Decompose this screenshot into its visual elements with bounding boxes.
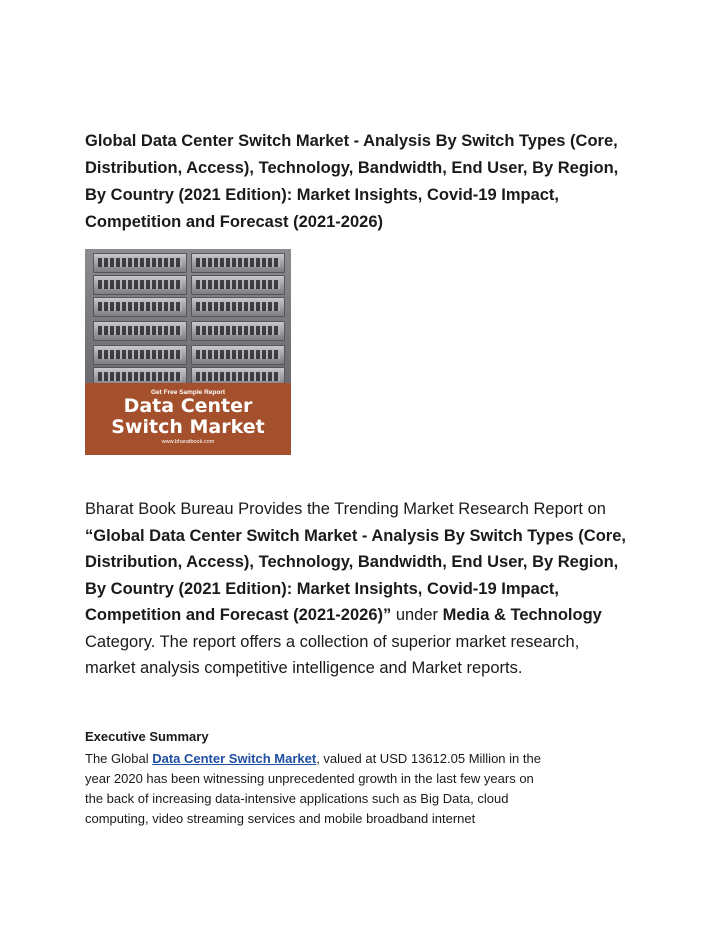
cover-banner [85,383,291,455]
intro-bold-line: “Global Data Center Switch Market - Analysis By Switch Types (Core, [85,526,626,545]
executive-summary-body [85,749,645,829]
summary-suffix: , valued at USD 13612.05 Million in the [316,751,541,766]
summary-prefix: The Global [85,751,153,766]
switch-unit [93,345,187,365]
summary-line: the back of increasing data-intensive applications such as Big Data, cloud [85,791,509,806]
switch-unit [191,275,285,295]
category-name: Media & Technology [442,606,602,624]
title-line: Global Data Center Switch Market - Analysis By Switch Types (Core, [85,132,618,150]
summary-line [85,749,645,769]
intro-line: Bharat Book Bureau Provides the Trending Market Research Report on [85,500,606,518]
switch-unit [93,321,187,341]
title-line: Competition and Forecast (2021-2026) [85,213,383,231]
market-report-link[interactable]: Data Center Switch Market [152,751,317,766]
intro-line: Category. The report offers a collection of superior market research, [85,632,580,651]
summary-line: year 2020 has been witnessing unprecedented growth in the last few years on [85,771,534,786]
intro-bold-line: Distribution, Access), Technology, Bandwidth, End User, By Region, [85,553,619,571]
report-title [85,128,645,236]
cover-title-line1: Data Center [123,395,253,417]
cover-title-line2: Switch Market [111,416,265,438]
switch-unit [191,297,285,317]
switch-unit [191,321,285,341]
summary-line: computing, video streaming services and mobile broadband internet [85,811,476,826]
intro-under-text: under [391,606,443,624]
intro-bold-segment: Competition and Forecast (2021-2026)” [85,606,392,624]
switch-rack-photo [85,249,291,389]
executive-summary-heading: Executive Summary [85,729,209,744]
title-line: Distribution, Access), Technology, Bandwidth, End User, By Region, [85,159,619,177]
intro-paragraph [85,496,645,682]
switch-unit [191,345,285,365]
sample-report-label: Get Free Sample Report [150,389,226,396]
intro-line [85,602,645,629]
intro-bold-line: By Country (2021 Edition): Market Insights, Covid-19 Impact, [85,579,559,598]
cover-url: www.bharatbook.com [161,439,215,445]
report-cover-image[interactable] [85,249,291,455]
switch-unit [191,253,285,273]
intro-line: market analysis competitive intelligence and Market reports. [85,659,523,677]
switch-unit [93,275,187,295]
switch-unit [93,297,187,317]
title-line: By Country (2021 Edition): Market Insights, Covid-19 Impact, [85,186,559,204]
switch-unit [93,253,187,273]
